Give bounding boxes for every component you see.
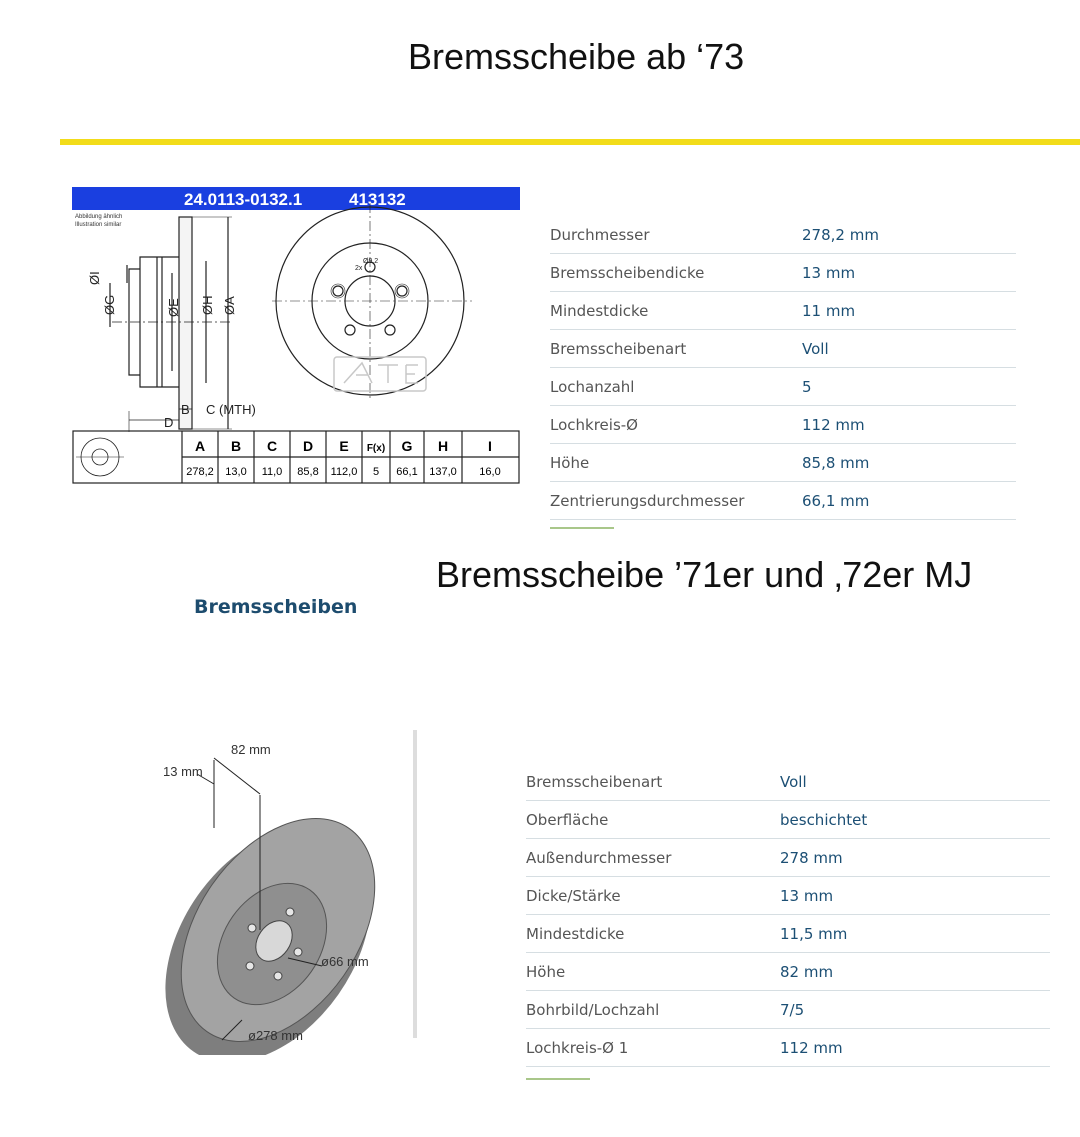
- dim-table-header: F(x): [366, 443, 386, 454]
- spec-key: Lochkreis-Ø 1: [526, 1029, 780, 1067]
- specs-table-top: [550, 216, 1016, 520]
- bolt-count-label: 2x: [355, 265, 363, 272]
- spec-row: [526, 801, 1050, 839]
- section-label[interactable]: Bremsscheiben: [194, 596, 358, 618]
- dim-table-value: 13,0: [225, 466, 247, 478]
- spec-value: 112 mm: [802, 406, 1016, 444]
- spec-row: [550, 444, 1016, 482]
- green-stub-bottom: [526, 1078, 590, 1080]
- spec-key: Höhe: [526, 953, 780, 991]
- spec-value: 11,5 mm: [780, 915, 1050, 953]
- dim-table-value: 85,8: [297, 466, 319, 478]
- disc-side-section: [110, 217, 232, 432]
- spec-value: 13 mm: [802, 254, 1016, 292]
- spec-row: [526, 763, 1050, 801]
- spec-key: Mindestdicke: [526, 915, 780, 953]
- dim-e-label: ØE: [166, 298, 181, 317]
- dim-table-header: E: [339, 438, 349, 454]
- part-number: 24.0113-0132.1: [184, 190, 303, 209]
- spec-value: 278,2 mm: [802, 216, 1016, 254]
- dim-table-value: 16,0: [479, 466, 501, 478]
- caption-en: Illustration similar: [75, 222, 122, 228]
- dim-d-label: D: [164, 415, 174, 430]
- specs-table-bottom: [526, 763, 1050, 1067]
- spec-row: [550, 292, 1016, 330]
- dim-b-label: B: [181, 402, 190, 417]
- spec-value: 5: [802, 368, 1016, 406]
- thickness-label: 13 mm: [163, 764, 203, 779]
- dim-table-value: 112,0: [330, 466, 358, 478]
- spec-value: 82 mm: [780, 953, 1050, 991]
- dim-table-value: 66,1: [396, 466, 418, 478]
- spec-row: [550, 330, 1016, 368]
- article-number: 413132: [349, 190, 406, 209]
- height-label: 82 mm: [231, 742, 271, 757]
- spec-value: 13 mm: [780, 877, 1050, 915]
- dim-table-value: 137,0: [429, 466, 457, 478]
- spec-row: [526, 877, 1050, 915]
- spec-row: [526, 1029, 1050, 1067]
- dim-a-label: ØA: [222, 296, 237, 315]
- dim-table-value: 278,2: [186, 466, 214, 478]
- spec-row: [526, 991, 1050, 1029]
- disc-3d: [123, 783, 415, 1055]
- spec-row: [550, 254, 1016, 292]
- spec-row: [550, 368, 1016, 406]
- spec-row: [526, 915, 1050, 953]
- spec-value: 66,1 mm: [802, 482, 1016, 520]
- spec-key: Bremsscheibendicke: [550, 254, 802, 292]
- dim-table-value: 5: [372, 466, 380, 478]
- spec-key: Höhe: [550, 444, 802, 482]
- dim-table-header: D: [302, 438, 314, 454]
- page-title-mid: Bremsscheibe ’71er und ‚72er MJ: [436, 554, 973, 595]
- spec-value: Voll: [780, 763, 1050, 801]
- bolt-hole-label: Ø9,2: [363, 258, 379, 265]
- spec-key: Außendurchmesser: [526, 839, 780, 877]
- spec-row: [526, 839, 1050, 877]
- ate-logo: [334, 357, 426, 391]
- spec-value: 85,8 mm: [802, 444, 1016, 482]
- dim-g-label: ØG: [102, 294, 117, 315]
- disc-front-view: [272, 203, 472, 399]
- spec-value: 112 mm: [780, 1029, 1050, 1067]
- spec-key: Zentrierungsdurchmesser: [550, 482, 802, 520]
- spec-value: 278 mm: [780, 839, 1050, 877]
- dim-h-label: ØH: [200, 295, 215, 315]
- spec-key: Lochkreis-Ø: [550, 406, 802, 444]
- dim-table-value: 11,0: [261, 466, 283, 478]
- green-stub-top: [550, 527, 614, 529]
- dim-table-header: I: [488, 438, 492, 454]
- center-bore-label: ø66 mm: [321, 954, 369, 969]
- page-title-top: Bremsscheibe ab ‘73: [408, 36, 745, 77]
- yellow-divider: [60, 139, 1080, 145]
- ate-technical-drawing: [72, 187, 522, 487]
- dim-table-header: A: [194, 438, 206, 454]
- spec-value: Voll: [802, 330, 1016, 368]
- dim-table-header: G: [401, 438, 413, 454]
- dim-table-header: H: [437, 438, 449, 454]
- dim-table-header: C: [266, 438, 278, 454]
- spec-row: [550, 406, 1016, 444]
- spec-key: Lochanzahl: [550, 368, 802, 406]
- spec-value: 7/5: [780, 991, 1050, 1029]
- spec-key: Dicke/Stärke: [526, 877, 780, 915]
- dim-table-header: B: [230, 438, 242, 454]
- spec-key: Bohrbild/Lochzahl: [526, 991, 780, 1029]
- dim-c-label: C (MTH): [206, 402, 256, 417]
- disc-3d-drawing: [112, 730, 422, 1055]
- outer-diameter-label: ø278 mm: [248, 1028, 303, 1043]
- spec-key: Bremsscheibenart: [526, 763, 780, 801]
- dim-i-label: ØI: [87, 271, 102, 285]
- spec-key: Bremsscheibenart: [550, 330, 802, 368]
- spec-key: Oberfläche: [526, 801, 780, 839]
- spec-row: [550, 216, 1016, 254]
- spec-key: Mindestdicke: [550, 292, 802, 330]
- spec-row: [526, 953, 1050, 991]
- dimension-table-values: [186, 438, 500, 478]
- spec-value: 11 mm: [802, 292, 1016, 330]
- spec-value: beschichtet: [780, 801, 1050, 839]
- caption-de: Abbildung ähnlich: [75, 214, 123, 220]
- spec-row: [550, 482, 1016, 520]
- spec-key: Durchmesser: [550, 216, 802, 254]
